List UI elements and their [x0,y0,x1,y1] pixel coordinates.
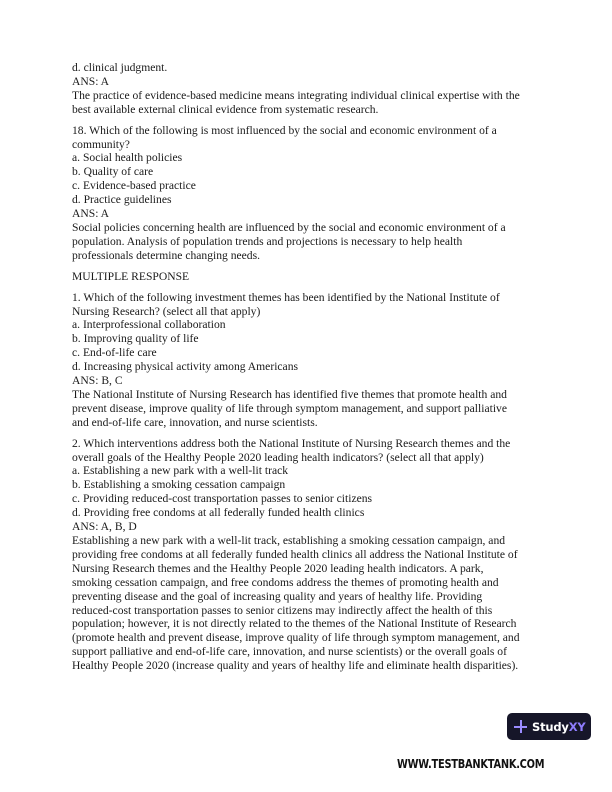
rationale-line: best available external clinical evidence from systematic research. [72,102,379,116]
rationale-line: Social policies concerning health are influenced by the social and economic environment of a [72,220,506,234]
rationale-line: providing free condoms at all federally funded health clinics all address the National Institute of [72,547,518,561]
rationale-line: The practice of evidence-based medicine means integrating individual clinical expertise with the [72,88,520,102]
rationale-line: Nursing Research themes and the Healthy People 2020 leading health indicators. A park, [72,561,484,575]
option-d: d. Providing free condoms at all federally funded health clinics [72,506,365,520]
rationale-line: smoking cessation campaign, and free condoms address the themes of promoting health and [72,575,499,589]
plus-icon [514,720,527,733]
answer-key: ANS: B, C [72,374,123,388]
answer-key: ANS: A, B, D [72,520,137,534]
section-heading: MULTIPLE RESPONSE [72,269,190,283]
rationale-line: and end-of-life care, innovation, and nurse scientists. [72,415,318,429]
option-d: d. clinical judgment. [72,61,168,74]
answer-key: ANS: A [72,74,110,88]
answer-key: ANS: A [72,207,110,221]
option-a: a. Interprofessional collaboration [72,318,226,332]
rationale-line: support palliative and end-of-life care, innovation, and nurse scientists) or the overall goals of [72,645,507,659]
rationale-line: reduced-cost transportation passes to senior citizens may indirectly affect the health of this [72,603,493,617]
rationale-line: preventing disease and the goal of increasing quality and years of healthy life. Providing [72,589,483,603]
option-b: b. Quality of care [72,165,154,179]
option-b: b. Establishing a smoking cessation campaign [72,478,286,492]
multiple-response-2 [72,437,552,673]
rationale-line: population; however, it is not directly related to the themes of the National Institute of Research [72,617,517,631]
studyxy-badge[interactable] [507,713,591,740]
question-stem: community? [72,137,130,151]
option-a: a. Social health policies [72,151,183,165]
footer-url-link[interactable]: WWW.TESTBANKTANK.COM [397,757,545,771]
rationale-line: Healthy People 2020 (increase quality and years of healthy life and eliminate health disparities). [72,659,519,673]
option-a: a. Establishing a new park with a well-lit track [72,464,289,478]
document-page [72,61,552,673]
question-stem: 1. Which of the following investment themes has been identified by the National Institute of [72,290,500,304]
rationale-line: Establishing a new park with a well-lit track, establishing a smoking cessation campaign, and [72,534,506,547]
option-d: d. Practice guidelines [72,193,172,207]
option-b: b. Improving quality of life [72,332,199,346]
rationale-line: prevent disease, improve quality of life through symptom management, and support palliative [72,401,507,415]
brand-logo-text: StudyXY [532,719,586,734]
multiple-response-1 [72,291,552,430]
option-c: c. Evidence-based practice [72,179,196,193]
question-18 [72,124,552,263]
rationale-line: The National Institute of Nursing Research has identified five themes that promote health and [72,387,507,401]
option-c: c. End-of-life care [72,346,157,360]
prev-question-tail [72,61,552,117]
option-c: c. Providing reduced-cost transportation passes to senior citizens [72,492,373,506]
rationale-line: professionals determine changing needs. [72,248,261,262]
option-d: d. Increasing physical activity among Americans [72,360,299,374]
question-stem: Nursing Research? (select all that apply) [72,304,261,318]
question-stem: 18. Which of the following is most influenced by the social and economic environment of a [72,123,497,137]
question-stem: overall goals of the Healthy People 2020 leading health indicators? (select all that apply) [72,450,484,464]
rationale-line: (promote health and prevent disease, improve quality of life through symptom management, and [72,631,520,645]
rationale-line: population. Analysis of population trends and projections is necessary to help health [72,234,463,248]
question-stem: 2. Which interventions address both the National Institute of Nursing Research themes and the [72,436,511,450]
